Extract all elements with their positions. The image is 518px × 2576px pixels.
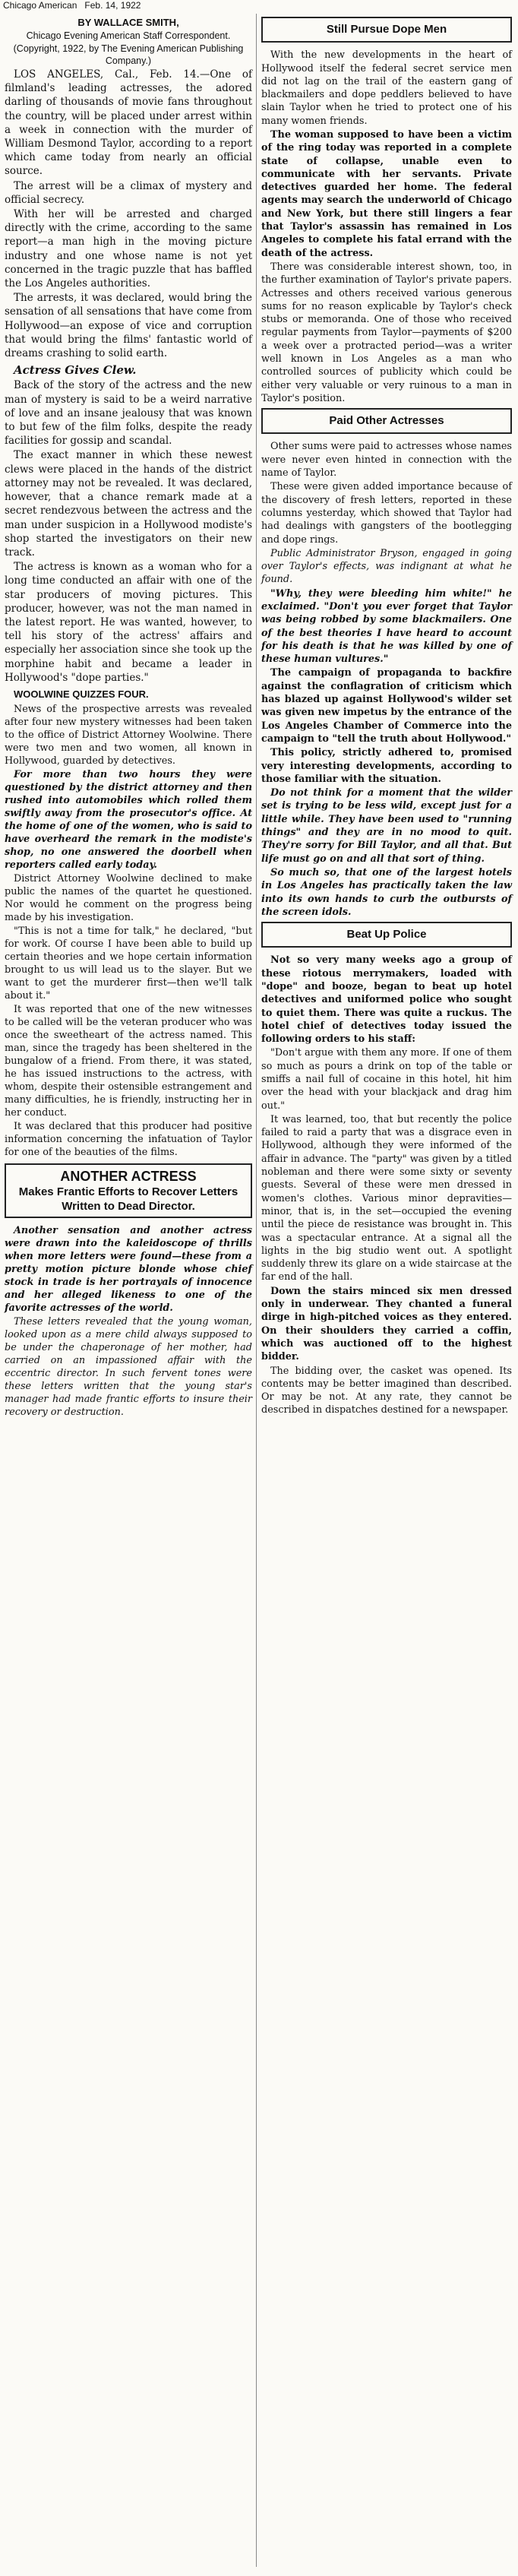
right-column (261, 14, 512, 1418)
clipping-date: Feb. 14, 1922 (84, 0, 141, 11)
article-paragraph: District Attorney Woolwine declined to make public the names of the quartet he questioned. Nor would he comment on the progress being made by his investigation. (5, 873, 252, 924)
article-paragraph: It was declared that this producer had positive information concerning the infatuation of Taylor for one of the beauties of the films. (5, 1121, 252, 1159)
article-paragraph: The campaign of propaganda to backfire against the conflagration of criticism which has blazed up against Hollywood's wilder set was given new impetus by the entrance of the Los Angeles Chamber of Commerce into the campaign to "tell the truth about Hollywood." (261, 667, 512, 745)
column-rule (256, 14, 257, 2567)
article-paragraph: The actress is known as a woman who for a long time conducted an affair with one of the star producers of moving pictures. This producer, however, was not the man named in the latest report. He was wanted, however, to tell his story of the actress' affairs and especially her association since she took up the morphine habit and became a leader in Hollywood's "dope parties." (5, 561, 252, 684)
article-paragraph: "This is not a time for talk," he declared, "but for work. Of course I have been able to build up certain theories and we hope certain information brought to us will lead us to the slayer. But we want to get the murderer first—then we'll talk about it." (5, 926, 252, 1002)
article-paragraph: It was reported that one of the new witnesses to be called will be the veteran producer who was once the sweetheart of the actress named. This man, since the tragedy has been sheltered in the bungalow of a friend. From there, it was stated, he has issued instructions to the actress, with whom, despite their ostensible estrangement and many difficulties, he is friendly, instructing her in her conduct. (5, 1004, 252, 1119)
sidebar-headline-box (5, 1163, 252, 1218)
article-paragraph: "Why, they were bleeding him white!" he exclaimed. "Don't you ever forget that Taylor was being robbed by some blackmailers. One of the best theories I have heard to account for his death is that he was killed by one of these human vultures." (261, 587, 512, 666)
article-paragraph: These letters revealed that the young woman, looked upon as a mere child always supposed to be under the chaperonage of her mother, had carried on an impassioned affair with the eccentric director. In such fervent tones were these letters written that the young star's manager had made frantic efforts to insure their recovery or destruction. (5, 1316, 252, 1419)
left-column (5, 14, 252, 1419)
subheading: Actress Gives Clew. (14, 363, 137, 378)
article-paragraph: "Don't argue with them any more. If one of them so much as pours a drink on top of the table or smiffs a nail full of cocaine in this hotel, hit him over the head with your blackjack and drag him out." (261, 1047, 512, 1112)
subheading: WOOLWINE QUIZZES FOUR. (14, 688, 149, 700)
source-name: Chicago American (3, 0, 77, 11)
article-paragraph: The bidding over, the casket was opened. Its contents may be better imagined than described. Or may be not. At any rate, they cannot be described in dispatches destined for a newspaper. (261, 1365, 512, 1416)
section-heading: Beat Up Police (261, 922, 512, 948)
article-paragraph: News of the prospective arrests was revealed after four new mystery witnesses had been taken to the office of District Attorney Woolwine. There were two men and two women, all known in Hollywood, guarded by detectives. (5, 704, 252, 767)
article-paragraph: The arrest will be a climax of mystery and official secrecy. (5, 179, 252, 206)
section-heading: Still Pursue Dope Men (261, 17, 512, 43)
article-paragraph: The exact manner in which these newest clews were placed in the hands of the district attorney may not be revealed. It was declared, however, that a chance remark made at a secret rendezvous between the actress and the man under suspicion in a Hollywood modiste's shop started the investigators on their new track. (5, 449, 252, 559)
copyright-line: (Copyright, 1922, by The Evening American Publishing Company.) (13, 43, 244, 66)
article-paragraph: For more than two hours they were questioned by the district attorney and then rushed into automobiles which rolled them swiftly away from the prosecutor's office. At the home of one of the women, who is said to have overheard the remark in the modiste's shop, no one answered the doorbell when reporters called early today. (5, 769, 252, 872)
article-paragraph: Down the stairs minced six men dressed only in underwear. They chanted a funeral dirge in high-pitched voices as they entered. On their shoulders they carried a coffin, which was auctioned off to the highest bidder. (261, 1285, 512, 1363)
article-paragraph: There was considerable interest shown, too, in the further examination of Taylor's private papers. Actresses and others received various generous sums for no reason explicable by Taylor's check stubs or memoranda. One of those who received regular payments from Taylor—payments of $200 a week over a protracted period—was a writer well known in Los Angeles as a man who controlled sources of publicity which could be either very valuable or very ruinous to a man in Taylor's position. (261, 261, 512, 404)
article-paragraph: So much so, that one of the largest hotels in Los Angeles has practically taken the law into its own hands to curb the outbursts of the screen idols. (261, 866, 512, 918)
article-paragraph: Public Administrator Bryson, engaged in going over Taylor's effects, was indignant at what he found. (261, 547, 512, 586)
box-title: ANOTHER ACTRESS (60, 1169, 197, 1185)
article-paragraph: With her will be arrested and charged directly with the crime, according to the same report—a man high in the moving picture industry and one whose name is not yet concerned in the tragic puzzle that has baffled the Los Angeles authorities. (5, 208, 252, 290)
article-paragraph: The arrests, it was declared, would bring the sensation of all sensations that have come from Hollywood—an expose of vice and corruption that would bring the films' fantastic world of dreams crashing to solid earth. (5, 292, 252, 360)
clipping-header (3, 0, 141, 11)
box-subtitle: Makes Frantic Efforts to Recover Letters Written to Dead Director. (18, 1185, 238, 1214)
article-paragraph: This policy, strictly adhered to, promised very interesting developments, according to those familiar with the situation. (261, 747, 512, 785)
article-paragraph: With the new developments in the heart of Hollywood itself the federal secret service men did not lag on the trail of the eastern gang of blackmailers and dope peddlers believed to have slain Taylor when he tried to protect one of his many women friends. (261, 49, 512, 127)
article-paragraph: These were given added importance because of the discovery of fresh letters, reported in these columns yesterday, which showed that Taylor had had dealings with gangsters of the bootlegging and dope rings. (261, 481, 512, 546)
article-paragraph: It was learned, too, that but recently the police failed to raid a party that was a disgrace even in Hollywood, although they were informed of the affair in advance. The "party" was given by a titled nobleman and there were some sixty or seventy guests. Several of these were men dressed in women's clothes. Various minor depravities—minor, that is, in the set—occupied the evening until the piece de resistance was brought in. This was a spectacular entrance. At a signal all the lights in the big studio went out. A spotlight suddenly threw its glare on a wide staircase at the far end of the hall. (261, 1113, 512, 1283)
article-paragraph: Not so very many weeks ago a group of these riotous merrymakers, loaded with "dope" and booze, began to beat up hotel detectives and uniformed police who sought to quiet them. There was quite a ruckus. The hotel chief of detectives today issued the following orders to his staff: (261, 954, 512, 1046)
byline: BY WALLACE SMITH, (77, 17, 179, 28)
article-paragraph: Another sensation and another actress were drawn into the kaleidoscope of thrills when more letters were found—these from a pretty motion picture blonde whose chief stock in trade is her portrayals of innocence and her alleged likeness to one of the favorite actresses of the world. (5, 1225, 252, 1315)
article-paragraph: The woman supposed to have been a victim of the ring today was reported in a complete state of collapse, unable even to communicate with her servants. Private detectives guarded her home. The federal agents may search the underworld of Chicago and New York, but there still lingers a fear that Taylor's assassin has remained in Los Angeles to complete his fatal errand with the death of the actress. (261, 128, 512, 259)
article-paragraph: Other sums were paid to actresses whose names were never even hinted in connection with the name of Taylor. (261, 441, 512, 479)
article-paragraph: Back of the story of the actress and the new man of mystery is said to be a weird narrative of love and an insane jealousy that was known to but few of the film folks, despite the ready facilities for gossip and scandal. (5, 379, 252, 448)
correspondent-line: Chicago Evening American Staff Correspondent. (26, 30, 231, 41)
article-paragraph: LOS ANGELES, Cal., Feb. 14.—One of filmland's leading actresses, the adored darling of thousands of movie fans throughout the country, will be placed under arrest within a week in connection with the murder of William Desmond Taylor, according to a report which came today from nearly an official source. (5, 68, 252, 178)
section-heading: Paid Other Actresses (261, 408, 512, 434)
article-paragraph: Do not think for a moment that the wilder set is trying to be less wild, except just for a little while. They have been used to "running things" and they are in no mood to quit. They're sorry for Bill Taylor, and all that. But life must go on and all that sort of thing. (261, 787, 512, 865)
